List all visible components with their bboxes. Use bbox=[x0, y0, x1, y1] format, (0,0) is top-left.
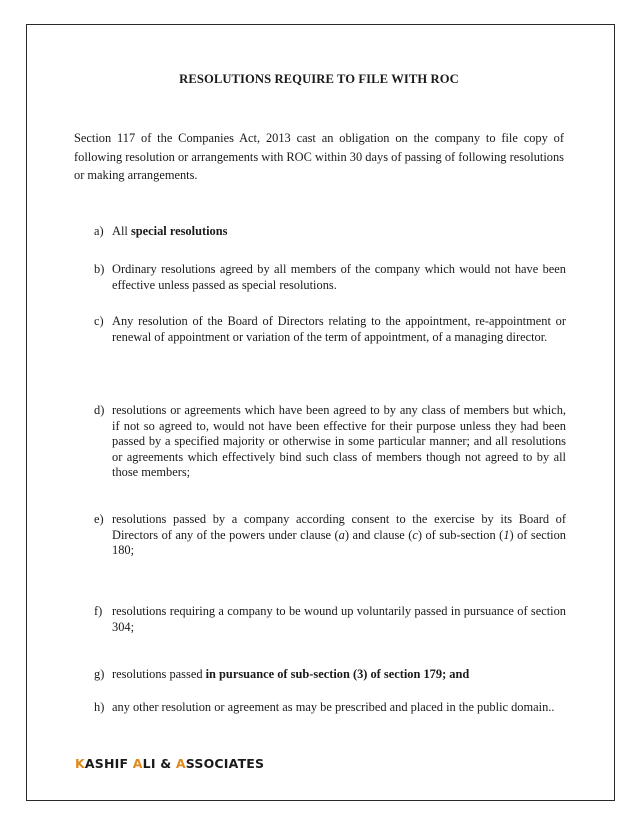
list-item-c bbox=[94, 314, 566, 345]
item-text: any other resolution or agreement as may be prescribed and placed in the public domain.. bbox=[112, 700, 555, 714]
footer-initial: A bbox=[132, 756, 143, 771]
footer-text: LI bbox=[142, 756, 161, 771]
item-text: resolutions or agreements which have been agreed to by any class of members but which, if not so agreed to, would not have been effective for their purpose unless they had been passed by a specified majority or otherwise in some particular manner; and all resolutions or agreements which effectively bind such class of members though not agreed to by all those members; bbox=[112, 403, 566, 479]
list-label: g) bbox=[94, 667, 105, 681]
item-text: resolutions requiring a company to be wound up voluntarily passed in pursuance of section 304; bbox=[112, 604, 566, 634]
intro-paragraph: Section 117 of the Companies Act, 2013 cast an obligation on the company to file copy of following resolution or arrangements with ROC within 30 days of passing of following resolutions or making arrangements. bbox=[74, 131, 564, 182]
list-item-d bbox=[94, 403, 566, 481]
item-text: ) and clause ( bbox=[344, 527, 413, 542]
item-text: All bbox=[112, 224, 131, 238]
list-item-h bbox=[94, 700, 566, 716]
item-text-bold: special resolutions bbox=[130, 224, 228, 238]
item-text-italic: c bbox=[412, 527, 418, 542]
list-item-f bbox=[94, 604, 566, 635]
list-label: b) bbox=[94, 262, 105, 276]
list-label: a) bbox=[94, 224, 104, 238]
list-item-g bbox=[94, 667, 566, 683]
footer-initial: A bbox=[175, 756, 186, 771]
list-label: e) bbox=[94, 512, 104, 526]
item-text: Ordinary resolutions agreed by all members of the company which would not have been effective unless passed as special resolutions. bbox=[112, 262, 566, 292]
item-text-italic: a bbox=[338, 527, 345, 542]
list-label: f) bbox=[94, 604, 103, 618]
list-item-e bbox=[94, 512, 566, 559]
item-text: resolutions passed bbox=[112, 667, 206, 681]
page-title: RESOLUTIONS REQUIRE TO FILE WITH ROC bbox=[179, 72, 459, 86]
item-text: Any resolution of the Board of Directors relating to the appointment, re-appointment or renewal of appointment or variation of the term of appointment, of a managing director. bbox=[112, 314, 566, 344]
item-text-italic: 1 bbox=[503, 527, 510, 542]
list-label: c) bbox=[94, 314, 104, 328]
footer-text: SSOCIATES bbox=[185, 756, 265, 771]
item-text: resolutions passed by a company according consent to the exercise by its Board of Directors of any of the powers under clause ( bbox=[112, 512, 566, 542]
footer-text: ASHIF bbox=[84, 756, 133, 771]
item-text: ) of section 180; bbox=[112, 527, 567, 557]
footer-brand bbox=[75, 756, 264, 771]
list-item-b bbox=[94, 262, 566, 293]
list-item-a bbox=[94, 224, 566, 240]
footer-text: & bbox=[160, 756, 176, 771]
item-text-bold: in pursuance of sub-section (3) of section 179; and bbox=[205, 667, 470, 681]
list-label: d) bbox=[94, 403, 105, 417]
list-label: h) bbox=[94, 700, 105, 714]
item-text: ) of sub-section ( bbox=[417, 527, 504, 542]
footer-initial: K bbox=[75, 756, 85, 771]
